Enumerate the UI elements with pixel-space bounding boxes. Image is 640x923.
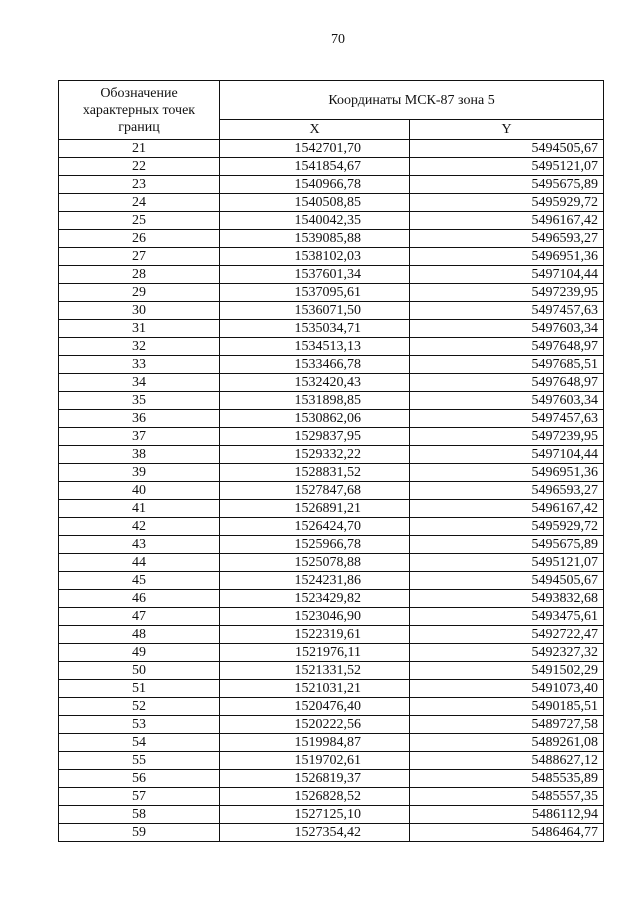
point-cell: 43 [59,536,220,554]
x-coordinate-cell: 1533466,78 [220,356,410,374]
coordinates-table [58,80,604,842]
y-coordinate-cell: 5495675,89 [410,176,604,194]
x-coordinate-cell: 1520222,56 [220,716,410,734]
x-coordinate-cell: 1529837,95 [220,428,410,446]
point-cell: 36 [59,410,220,428]
y-coordinate-cell: 5496167,42 [410,500,604,518]
y-coordinate-cell: 5495929,72 [410,194,604,212]
y-coordinate-cell: 5497603,34 [410,320,604,338]
table-row [59,392,604,410]
y-coordinate-cell: 5489261,08 [410,734,604,752]
y-coordinate-cell: 5497239,95 [410,284,604,302]
y-coordinate-cell: 5497648,97 [410,374,604,392]
point-cell: 25 [59,212,220,230]
y-coordinate-cell: 5496593,27 [410,230,604,248]
point-cell: 31 [59,320,220,338]
point-cell: 21 [59,140,220,158]
y-coordinate-cell: 5497603,34 [410,392,604,410]
x-coordinate-cell: 1541854,67 [220,158,410,176]
point-cell: 45 [59,572,220,590]
point-cell: 35 [59,392,220,410]
y-coordinate-cell: 5497648,97 [410,338,604,356]
x-coordinate-cell: 1525966,78 [220,536,410,554]
table-row [59,590,604,608]
x-coordinate-cell: 1539085,88 [220,230,410,248]
table-row [59,320,604,338]
point-cell: 53 [59,716,220,734]
x-coordinate-cell: 1537095,61 [220,284,410,302]
y-coordinate-cell: 5492722,47 [410,626,604,644]
point-cell: 24 [59,194,220,212]
point-cell: 42 [59,518,220,536]
y-coordinate-cell: 5494505,67 [410,140,604,158]
y-coordinate-cell: 5496951,36 [410,464,604,482]
table-row [59,554,604,572]
x-coordinate-cell: 1540042,35 [220,212,410,230]
x-coordinate-cell: 1521331,52 [220,662,410,680]
x-coordinate-cell: 1532420,43 [220,374,410,392]
y-coordinate-cell: 5492327,32 [410,644,604,662]
table-row [59,500,604,518]
table-row [59,302,604,320]
y-coordinate-cell: 5488627,12 [410,752,604,770]
point-cell: 50 [59,662,220,680]
table-row [59,788,604,806]
table-row [59,158,604,176]
point-cell: 29 [59,284,220,302]
x-coordinate-cell: 1525078,88 [220,554,410,572]
point-cell: 28 [59,266,220,284]
x-coordinate-cell: 1536071,50 [220,302,410,320]
point-cell: 33 [59,356,220,374]
point-cell: 41 [59,500,220,518]
x-coordinate-cell: 1540508,85 [220,194,410,212]
table-row [59,410,604,428]
x-coordinate-cell: 1521031,21 [220,680,410,698]
y-coordinate-cell: 5495929,72 [410,518,604,536]
point-cell: 32 [59,338,220,356]
x-coordinate-cell: 1522319,61 [220,626,410,644]
y-coordinate-cell: 5495121,07 [410,158,604,176]
table-row [59,572,604,590]
table-row [59,428,604,446]
point-cell: 49 [59,644,220,662]
table-row [59,230,604,248]
table-row [59,680,604,698]
y-coordinate-cell: 5497457,63 [410,302,604,320]
point-cell: 39 [59,464,220,482]
table-row [59,176,604,194]
point-cell: 44 [59,554,220,572]
x-coordinate-cell: 1535034,71 [220,320,410,338]
y-coordinate-cell: 5491073,40 [410,680,604,698]
table-row [59,626,604,644]
header-coordinates: Координаты МСК-87 зона 5 [220,81,604,120]
point-cell: 55 [59,752,220,770]
x-coordinate-cell: 1527354,42 [220,824,410,842]
y-coordinate-cell: 5496167,42 [410,212,604,230]
table-row [59,806,604,824]
y-coordinate-cell: 5497457,63 [410,410,604,428]
point-cell: 47 [59,608,220,626]
y-coordinate-cell: 5493475,61 [410,608,604,626]
point-cell: 51 [59,680,220,698]
table-row [59,752,604,770]
table-row [59,662,604,680]
x-coordinate-cell: 1526819,37 [220,770,410,788]
point-cell: 26 [59,230,220,248]
table-row [59,140,604,158]
table-row [59,248,604,266]
table-row [59,212,604,230]
y-coordinate-cell: 5485535,89 [410,770,604,788]
table-row [59,356,604,374]
table-row [59,608,604,626]
point-cell: 58 [59,806,220,824]
table-row [59,698,604,716]
x-coordinate-cell: 1526891,21 [220,500,410,518]
x-coordinate-cell: 1523046,90 [220,608,410,626]
table-row [59,266,604,284]
x-coordinate-cell: 1530862,06 [220,410,410,428]
point-cell: 59 [59,824,220,842]
y-coordinate-cell: 5489727,58 [410,716,604,734]
table-row [59,536,604,554]
y-coordinate-cell: 5497685,51 [410,356,604,374]
y-coordinate-cell: 5495121,07 [410,554,604,572]
x-coordinate-cell: 1528831,52 [220,464,410,482]
header-y: Y [410,120,604,140]
header-point-designation: Обозначение характерных точек границ [59,81,220,140]
x-coordinate-cell: 1519984,87 [220,734,410,752]
table-row [59,374,604,392]
x-coordinate-cell: 1529332,22 [220,446,410,464]
point-cell: 37 [59,428,220,446]
point-cell: 38 [59,446,220,464]
x-coordinate-cell: 1526828,52 [220,788,410,806]
y-coordinate-cell: 5497104,44 [410,266,604,284]
x-coordinate-cell: 1542701,70 [220,140,410,158]
table-row [59,464,604,482]
point-cell: 40 [59,482,220,500]
y-coordinate-cell: 5494505,67 [410,572,604,590]
point-cell: 23 [59,176,220,194]
y-coordinate-cell: 5497239,95 [410,428,604,446]
y-coordinate-cell: 5486464,77 [410,824,604,842]
x-coordinate-cell: 1531898,85 [220,392,410,410]
table-row [59,716,604,734]
x-coordinate-cell: 1538102,03 [220,248,410,266]
x-coordinate-cell: 1527125,10 [220,806,410,824]
table-row [59,518,604,536]
y-coordinate-cell: 5496951,36 [410,248,604,266]
table-row [59,446,604,464]
table-row [59,734,604,752]
x-coordinate-cell: 1537601,34 [220,266,410,284]
x-coordinate-cell: 1534513,13 [220,338,410,356]
point-cell: 22 [59,158,220,176]
point-cell: 54 [59,734,220,752]
point-cell: 52 [59,698,220,716]
y-coordinate-cell: 5486112,94 [410,806,604,824]
table-body [59,140,604,842]
x-coordinate-cell: 1524231,86 [220,572,410,590]
point-cell: 56 [59,770,220,788]
x-coordinate-cell: 1520476,40 [220,698,410,716]
x-coordinate-cell: 1523429,82 [220,590,410,608]
table-header-row [59,81,604,120]
point-cell: 34 [59,374,220,392]
page-number: 70 [331,32,345,47]
header-x: X [220,120,410,140]
table-row [59,482,604,500]
y-coordinate-cell: 5485557,35 [410,788,604,806]
x-coordinate-cell: 1526424,70 [220,518,410,536]
point-cell: 46 [59,590,220,608]
y-coordinate-cell: 5495675,89 [410,536,604,554]
x-coordinate-cell: 1527847,68 [220,482,410,500]
table-row [59,770,604,788]
table-row [59,824,604,842]
point-cell: 27 [59,248,220,266]
table-row [59,644,604,662]
point-cell: 30 [59,302,220,320]
y-coordinate-cell: 5491502,29 [410,662,604,680]
point-cell: 57 [59,788,220,806]
table-row [59,194,604,212]
y-coordinate-cell: 5493832,68 [410,590,604,608]
x-coordinate-cell: 1521976,11 [220,644,410,662]
table-row [59,284,604,302]
y-coordinate-cell: 5490185,51 [410,698,604,716]
y-coordinate-cell: 5496593,27 [410,482,604,500]
x-coordinate-cell: 1540966,78 [220,176,410,194]
x-coordinate-cell: 1519702,61 [220,752,410,770]
table-row [59,338,604,356]
point-cell: 48 [59,626,220,644]
y-coordinate-cell: 5497104,44 [410,446,604,464]
